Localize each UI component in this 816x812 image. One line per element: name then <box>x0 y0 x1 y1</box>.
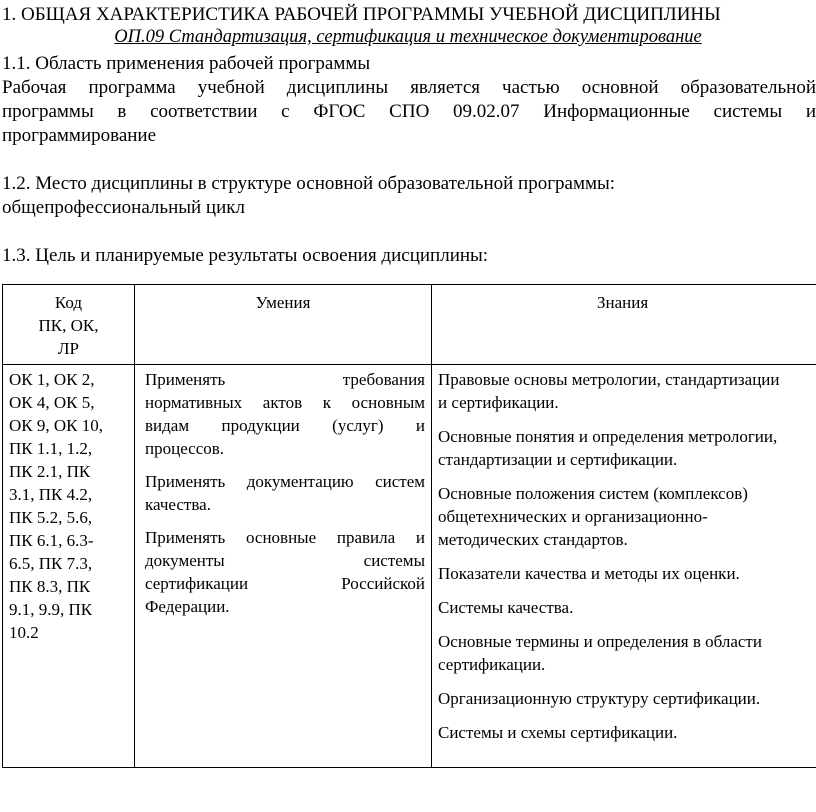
knowledge-item <box>438 562 816 585</box>
discipline-title: ОП.09 Стандартизация, сертификация и техническое документирование <box>114 27 702 47</box>
skills-cell <box>135 365 432 768</box>
code-line: ПК 5.2, 5.6, <box>9 508 93 527</box>
section-1-3-heading: 1.3. Цель и планируемые результаты освоения дисциплины: <box>2 245 489 266</box>
competencies-table <box>2 284 816 768</box>
knowledge-line: и сертификации. <box>438 393 559 412</box>
knowledge-line: Основные термины и определения в области <box>438 632 762 651</box>
table-row <box>3 365 816 768</box>
skill-line: документы системы <box>145 551 425 570</box>
section-1-1-line-2: программы в соответствии с ФГОС СПО 09.02.07 Информационные системы и <box>2 101 816 122</box>
code-line: 3.1, ПК 4.2, <box>9 485 93 504</box>
code-line: ПК 8.3, ПК <box>9 577 91 596</box>
code-line: 6.5, ПК 7.3, <box>9 554 93 573</box>
header-skills: Умения <box>135 285 432 365</box>
section-title: 1. ОБЩАЯ ХАРАКТЕРИСТИКА РАБОЧЕЙ ПРОГРАММЫ УЧЕБНОЙ ДИСЦИПЛИНЫ <box>2 4 721 25</box>
knowledge-line: Организационную структуру сертификации. <box>438 689 761 708</box>
skill-line: Применять требования <box>145 370 425 389</box>
codes-cell <box>3 365 135 768</box>
knowledge-item <box>438 687 816 710</box>
header-knowledge: Знания <box>432 285 816 365</box>
knowledge-line: Системы и схемы сертификации. <box>438 723 678 742</box>
knowledge-line: стандартизации и сертификации. <box>438 450 678 469</box>
header-code <box>3 285 135 365</box>
knowledge-line: Основные положения систем (комплексов) <box>438 484 748 503</box>
skill-line: видам продукции (услуг) и <box>145 416 425 435</box>
skill-item <box>145 368 425 460</box>
knowledge-line: Основные понятия и определения метрологии, <box>438 427 778 446</box>
section-1-1-heading: 1.1. Область применения рабочей программы <box>2 53 371 74</box>
skill-item <box>145 470 425 516</box>
code-line: ОК 1, ОК 2, <box>9 370 95 389</box>
section-1-2-line-2: общепрофессиональный цикл <box>2 197 245 218</box>
skill-line: Применять основные правила и <box>145 528 425 547</box>
skill-line: Применять документацию систем <box>145 472 425 491</box>
knowledge-item <box>438 368 816 414</box>
section-1-1-line-1: Рабочая программа учебной дисциплины является частью основной образовательной <box>2 77 816 98</box>
knowledge-line: общетехнических и организационно- <box>438 507 708 526</box>
knowledge-line: методических стандартов. <box>438 530 628 549</box>
skill-item <box>145 526 425 618</box>
skill-line: нормативных актов к основным <box>145 393 425 412</box>
skill-line: Федерации. <box>145 597 230 616</box>
code-line: ОК 9, ОК 10, <box>9 416 103 435</box>
knowledge-line: Показатели качества и методы их оценки. <box>438 564 740 583</box>
code-line: ПК 6.1, 6.3- <box>9 531 94 550</box>
table-header-row <box>3 285 816 365</box>
header-code-line: ПК, ОК, <box>38 316 99 335</box>
header-code-line: ЛР <box>58 339 79 358</box>
section-1-2-line-1: 1.2. Место дисциплины в структуре основной образовательной программы: <box>2 173 616 194</box>
knowledge-item <box>438 721 816 744</box>
code-line: 9.1, 9.9, ПК <box>9 600 93 619</box>
skill-line: качества. <box>145 495 211 514</box>
knowledge-line: Правовые основы метрологии, стандартизации <box>438 370 780 389</box>
code-line: 10.2 <box>9 623 39 642</box>
header-code-line: Код <box>54 293 83 312</box>
knowledge-line: сертификации. <box>438 655 546 674</box>
skill-line: сертификации Российской <box>145 574 425 593</box>
knowledge-item <box>438 596 816 619</box>
knowledge-item <box>438 482 816 551</box>
knowledge-item <box>438 630 816 676</box>
code-line: ПК 2.1, ПК <box>9 462 91 481</box>
knowledge-line: Системы качества. <box>438 598 574 617</box>
knowledge-item <box>438 425 816 471</box>
code-line: ПК 1.1, 1.2, <box>9 439 93 458</box>
skill-line: процессов. <box>145 439 225 458</box>
code-line: ОК 4, ОК 5, <box>9 393 95 412</box>
section-1-1-line-3: программирование <box>2 125 157 146</box>
knowledge-cell <box>432 365 816 768</box>
